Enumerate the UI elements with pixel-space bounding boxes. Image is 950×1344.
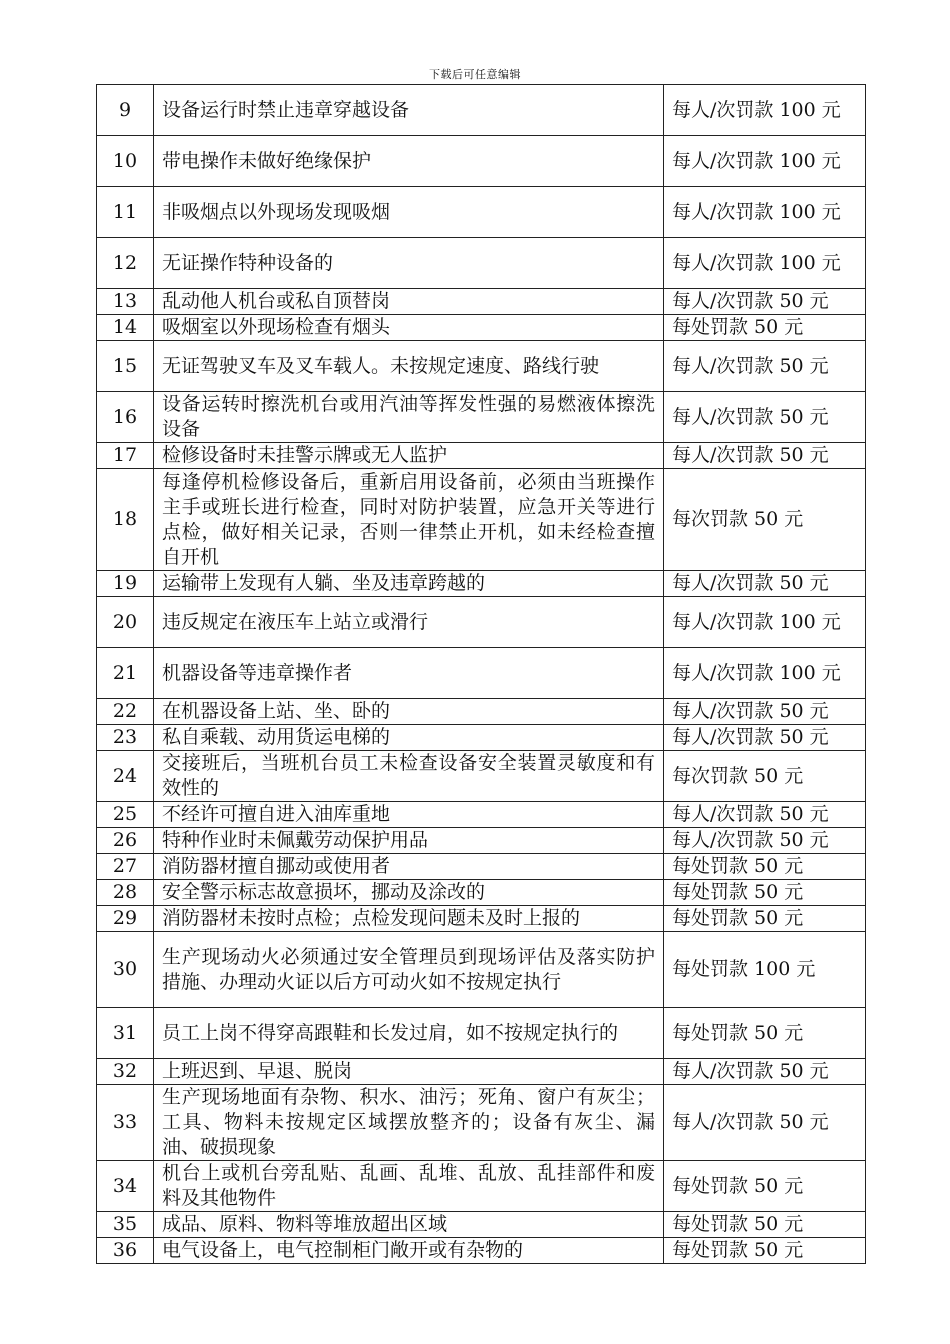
violation-description: 设备运转时擦洗机台或用汽油等挥发性强的易燃液体擦洗设备 — [154, 392, 664, 443]
table-row — [97, 136, 866, 187]
row-number: 19 — [97, 571, 154, 597]
row-number: 12 — [97, 238, 154, 289]
table-row — [97, 932, 866, 1008]
penalty-amount: 每次罚款 50 元 — [664, 469, 866, 571]
table-row — [97, 648, 866, 699]
penalty-amount: 每人/次罚款 50 元 — [664, 802, 866, 828]
violation-description: 非吸烟点以外现场发现吸烟 — [154, 187, 664, 238]
table-row — [97, 443, 866, 469]
violation-description: 私自乘载、动用货运电梯的 — [154, 725, 664, 751]
penalty-amount: 每人/次罚款 100 元 — [664, 597, 866, 648]
table-row — [97, 802, 866, 828]
penalty-amount: 每人/次罚款 100 元 — [664, 238, 866, 289]
violation-description: 成品、原料、物料等堆放超出区域 — [154, 1212, 664, 1238]
row-number: 20 — [97, 597, 154, 648]
row-number: 14 — [97, 315, 154, 341]
violation-description: 吸烟室以外现场检查有烟头 — [154, 315, 664, 341]
row-number: 34 — [97, 1161, 154, 1212]
penalty-amount: 每人/次罚款 50 元 — [664, 571, 866, 597]
penalty-amount: 每处罚款 50 元 — [664, 1238, 866, 1264]
table-row — [97, 1008, 866, 1059]
page-header: 下载后可任意编辑 — [429, 68, 521, 81]
violation-description: 生产现场地面有杂物、积水、油污；死角、窗户有灰尘；工具、物料未按规定区域摆放整齐的；设备有灰尘、漏油、破损现象 — [154, 1085, 664, 1161]
violation-description: 检修设备时未挂警示牌或无人监护 — [154, 443, 664, 469]
penalty-amount: 每人/次罚款 50 元 — [664, 1059, 866, 1085]
table-row — [97, 1085, 866, 1161]
penalty-amount: 每次罚款 50 元 — [664, 751, 866, 802]
violation-description: 运输带上发现有人躺、坐及违章跨越的 — [154, 571, 664, 597]
violation-description: 不经许可擅自进入油库重地 — [154, 802, 664, 828]
row-number: 24 — [97, 751, 154, 802]
penalty-amount: 每处罚款 50 元 — [664, 880, 866, 906]
table-row — [97, 597, 866, 648]
violation-description: 带电操作未做好绝缘保护 — [154, 136, 664, 187]
violation-description: 员工上岗不得穿高跟鞋和长发过肩，如不按规定执行的 — [154, 1008, 664, 1059]
row-number: 16 — [97, 392, 154, 443]
table-row — [97, 699, 866, 725]
penalty-amount: 每处罚款 50 元 — [664, 1008, 866, 1059]
table-row — [97, 392, 866, 443]
violation-description: 违反规定在液压车上站立或滑行 — [154, 597, 664, 648]
table-row — [97, 187, 866, 238]
row-number: 27 — [97, 854, 154, 880]
violation-description: 在机器设备上站、坐、卧的 — [154, 699, 664, 725]
violation-description: 乱动他人机台或私自顶替岗 — [154, 289, 664, 315]
penalty-amount: 每人/次罚款 50 元 — [664, 392, 866, 443]
table-row — [97, 1161, 866, 1212]
violation-description: 安全警示标志故意损坏，挪动及涂改的 — [154, 880, 664, 906]
table-row — [97, 751, 866, 802]
row-number: 33 — [97, 1085, 154, 1161]
penalty-amount: 每人/次罚款 50 元 — [664, 443, 866, 469]
violation-description: 交接班后，当班机台员工未检查设备安全装置灵敏度和有效性的 — [154, 751, 664, 802]
table-row — [97, 906, 866, 932]
row-number: 32 — [97, 1059, 154, 1085]
table-row — [97, 1212, 866, 1238]
table-row — [97, 880, 866, 906]
table-row — [97, 238, 866, 289]
table-row — [97, 1059, 866, 1085]
row-number: 13 — [97, 289, 154, 315]
row-number: 35 — [97, 1212, 154, 1238]
violation-description: 机台上或机台旁乱贴、乱画、乱堆、乱放、乱挂部件和废料及其他物件 — [154, 1161, 664, 1212]
violation-description: 无证驾驶叉车及叉车载人。未按规定速度、路线行驶 — [154, 341, 664, 392]
row-number: 29 — [97, 906, 154, 932]
table-row — [97, 289, 866, 315]
violation-description: 机器设备等违章操作者 — [154, 648, 664, 699]
violation-description: 每逢停机检修设备后，重新启用设备前，必须由当班操作主手或班长进行检查，同时对防护装置，应急开关等进行点检，做好相关记录，否则一律禁止开机，如未经检查擅自开机 — [154, 469, 664, 571]
row-number: 21 — [97, 648, 154, 699]
row-number: 9 — [97, 85, 154, 136]
table-row — [97, 571, 866, 597]
row-number: 26 — [97, 828, 154, 854]
penalty-amount: 每处罚款 50 元 — [664, 315, 866, 341]
violation-description: 特种作业时未佩戴劳动保护用品 — [154, 828, 664, 854]
table-row — [97, 725, 866, 751]
violation-description: 消防器材未按时点检；点检发现问题未及时上报的 — [154, 906, 664, 932]
penalty-amount: 每处罚款 50 元 — [664, 906, 866, 932]
table-row — [97, 469, 866, 571]
penalty-amount: 每人/次罚款 100 元 — [664, 136, 866, 187]
penalty-amount: 每人/次罚款 50 元 — [664, 828, 866, 854]
penalty-amount: 每人/次罚款 50 元 — [664, 699, 866, 725]
penalty-amount: 每人/次罚款 100 元 — [664, 85, 866, 136]
penalty-amount: 每处罚款 50 元 — [664, 1212, 866, 1238]
violation-description: 生产现场动火必须通过安全管理员到现场评估及落实防护措施、办理动火证以后方可动火如不按规定执行 — [154, 932, 664, 1008]
penalty-amount: 每处罚款 50 元 — [664, 854, 866, 880]
violation-description: 上班迟到、早退、脱岗 — [154, 1059, 664, 1085]
row-number: 22 — [97, 699, 154, 725]
penalty-rules-table — [96, 84, 866, 1264]
row-number: 30 — [97, 932, 154, 1008]
row-number: 11 — [97, 187, 154, 238]
row-number: 25 — [97, 802, 154, 828]
penalty-amount: 每处罚款 50 元 — [664, 1161, 866, 1212]
table-row — [97, 828, 866, 854]
penalty-amount: 每人/次罚款 50 元 — [664, 341, 866, 392]
row-number: 10 — [97, 136, 154, 187]
table-row — [97, 854, 866, 880]
table-row — [97, 85, 866, 136]
violation-description: 设备运行时禁止违章穿越设备 — [154, 85, 664, 136]
violation-description: 消防器材擅自挪动或使用者 — [154, 854, 664, 880]
table-row — [97, 341, 866, 392]
violation-description: 无证操作特种设备的 — [154, 238, 664, 289]
penalty-amount: 每处罚款 100 元 — [664, 932, 866, 1008]
row-number: 15 — [97, 341, 154, 392]
penalty-amount: 每人/次罚款 100 元 — [664, 648, 866, 699]
penalty-amount: 每人/次罚款 100 元 — [664, 187, 866, 238]
violation-description: 电气设备上，电气控制柜门敞开或有杂物的 — [154, 1238, 664, 1264]
row-number: 36 — [97, 1238, 154, 1264]
table-row — [97, 1238, 866, 1264]
row-number: 28 — [97, 880, 154, 906]
row-number: 23 — [97, 725, 154, 751]
row-number: 17 — [97, 443, 154, 469]
penalty-amount: 每人/次罚款 50 元 — [664, 725, 866, 751]
row-number: 18 — [97, 469, 154, 571]
penalty-amount: 每人/次罚款 50 元 — [664, 289, 866, 315]
penalty-amount: 每人/次罚款 50 元 — [664, 1085, 866, 1161]
table-row — [97, 315, 866, 341]
row-number: 31 — [97, 1008, 154, 1059]
